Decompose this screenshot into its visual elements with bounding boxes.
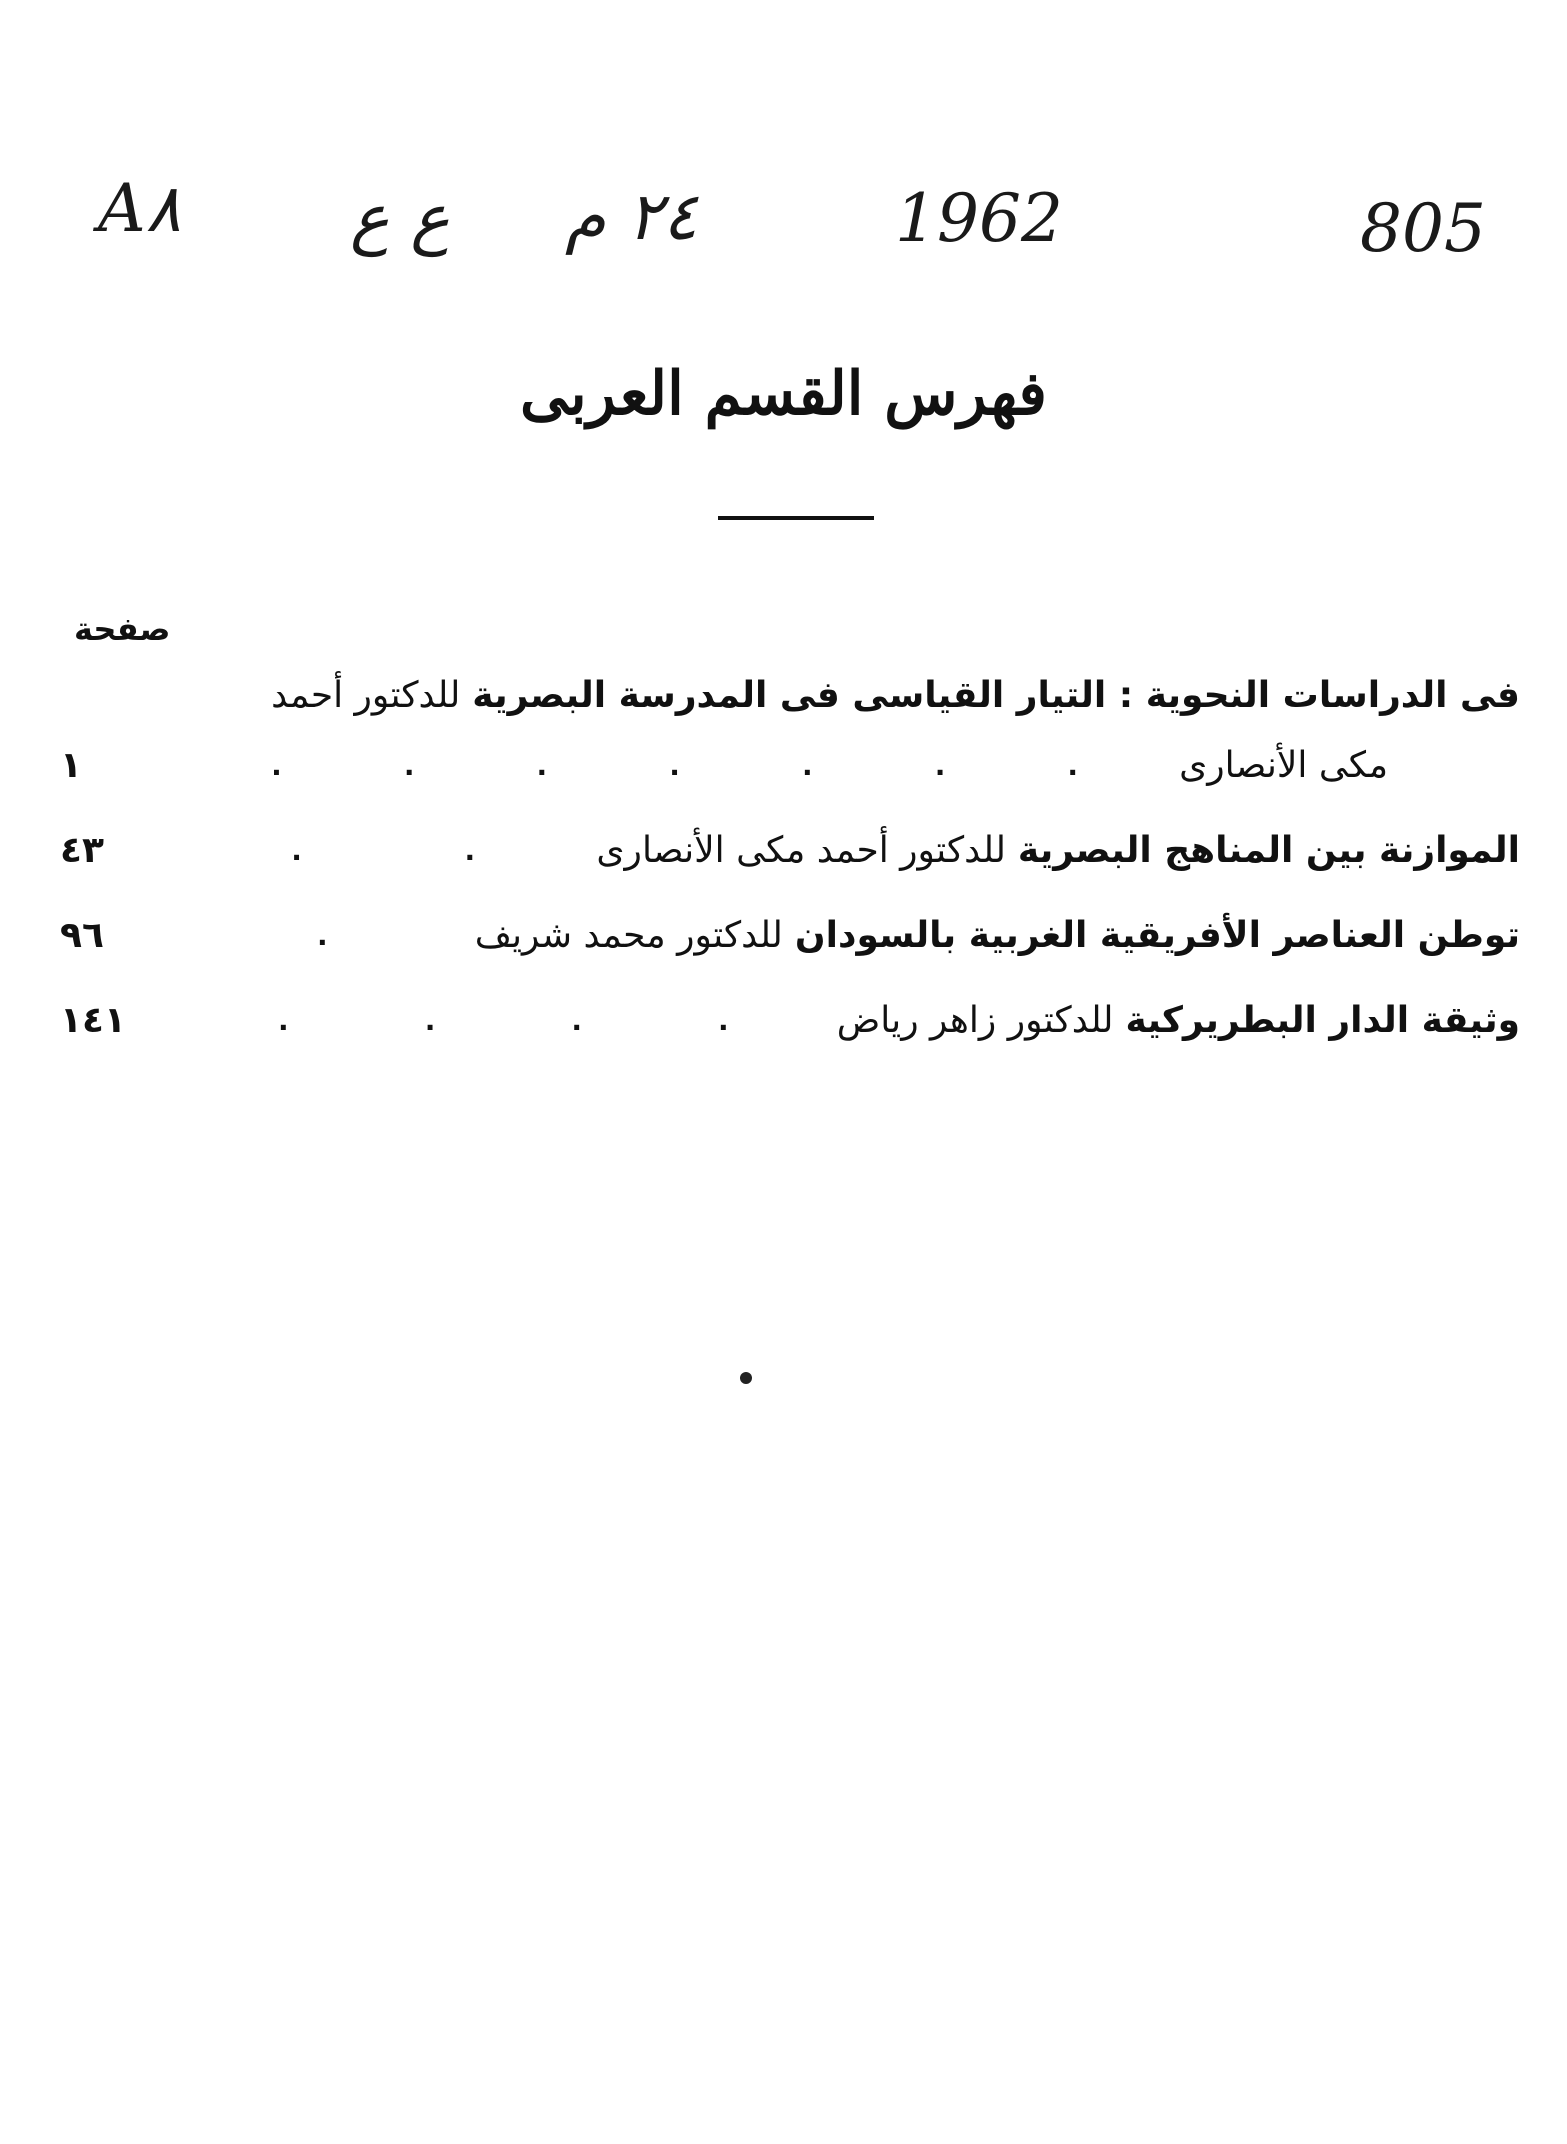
handwritten-note-left: A٨ [98,170,182,247]
toc-entry-1-line-2 [60,730,1520,800]
toc-entry-page: ٩٦ [60,914,104,956]
toc-entry-author: للدكتور أحمد [271,674,461,716]
toc-leader-dots: . . . . . . . [271,748,1079,782]
toc-entry-1-line-1 [60,660,1520,730]
toc-entry-title: وثيقة الدار البطريركية [1125,999,1520,1041]
toc-entry-4 [60,985,1520,1055]
toc-entry-page: ١٤١ [60,999,126,1041]
page-column-label: صفحة [74,610,171,648]
toc-entry-title: الموازنة بين المناهج البصرية [1017,829,1520,871]
ink-speck [740,1372,752,1384]
handwritten-note-year: 1962 [895,180,1063,257]
page-title: فهرس القسم العربى [520,359,1047,429]
toc-leader-dots: . . . . [278,1003,729,1037]
toc-entry-page: ٤٣ [60,829,104,871]
handwritten-note-issue: ٢٤ م [565,178,698,255]
toc-entry-title: فى الدراسات النحوية : التيار القياسى فى المدرسة البصرية [472,674,1520,716]
toc-entry-2 [60,815,1520,885]
toc-entry-3 [60,900,1520,970]
toc-leader-dots: . [317,918,328,952]
toc-entry-author: مكى الأنصارى [1179,744,1388,786]
toc-leader-dots: . . [291,833,476,867]
toc-entry-author: للدكتور زاهر رياض [836,999,1114,1041]
toc-entry-author: للدكتور أحمد مكى الأنصارى [596,829,1006,871]
toc-entry-title: توطن العناصر الأفريقية الغربية بالسودان [794,914,1520,956]
title-underline [718,516,874,520]
toc-entry-page: ١ [60,744,82,786]
handwritten-note-volume: ع ع [350,180,450,257]
toc-entry-author: للدكتور محمد شريف [474,914,783,956]
handwritten-note-number: 805 [1360,190,1486,267]
